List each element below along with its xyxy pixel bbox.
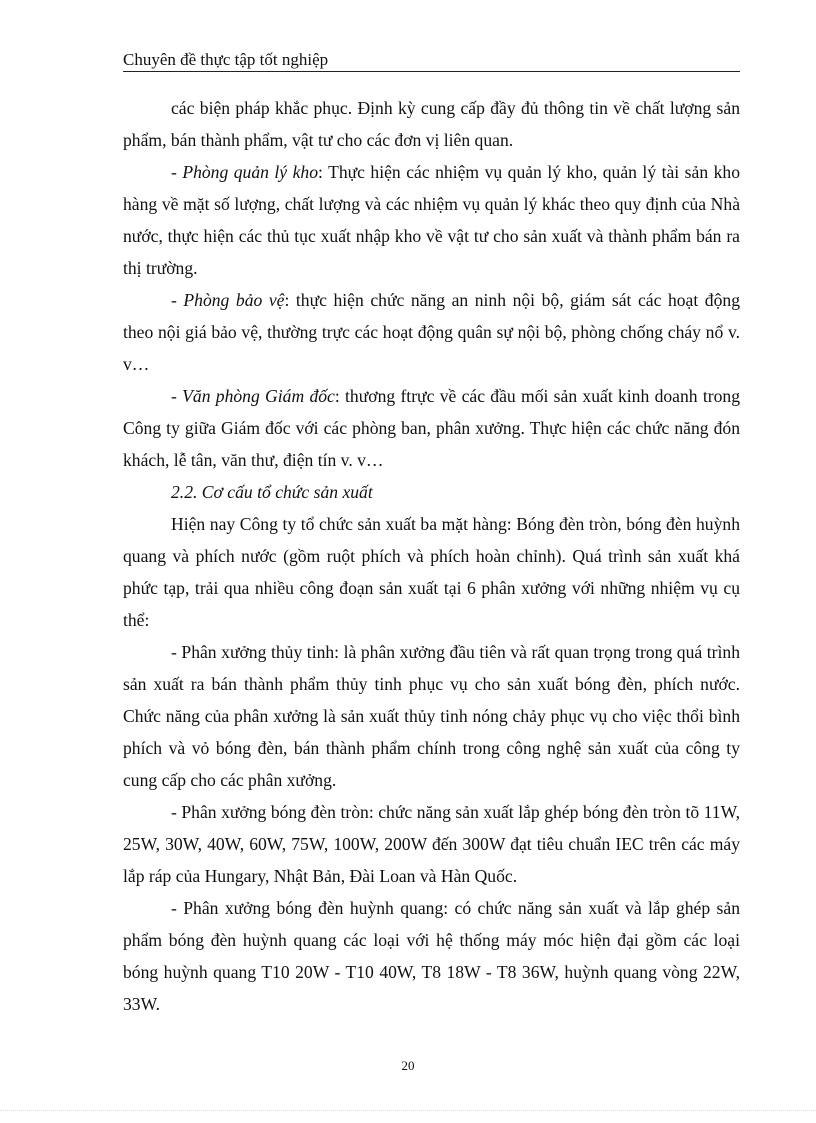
- lead-warehouse: - Phòng quản lý kho: [171, 162, 319, 182]
- lead-security: - Phòng bảo vệ: [171, 290, 285, 310]
- text-warehouse: : Thực hiện các nhiệm vụ quản lý kho, quản lý tài sản kho hàng về mặt số lượng, chất lượng và các nhiệm vụ quản lý khác theo quy định của Nhà nước, thực hiện các thủ tục xuất nhập kho về vật tư cho sản xuất và thành phẩm bán ra thị trường.: [123, 162, 740, 278]
- text-director-office: : thương ftrực về các đầu mối sản xuất kinh doanh trong Công ty giữa Giám đốc với các phòng ban, phân xưởng. Thực hiện các chức năng đón khách, lễ tân, văn thư, điện tín v. v…: [123, 386, 740, 470]
- page-number: 20: [401, 1058, 415, 1073]
- text-security: : thực hiện chức năng an ninh nội bộ, giám sát các hoạt động theo nội giá bảo vệ, thường trực các hoạt động quân sự nội bộ, phòng chống cháy nổ v. v…: [123, 290, 740, 374]
- paragraph-fluorescent-workshop: - Phân xưởng bóng đèn huỳnh quang: có chức năng sản xuất và lắp ghép sản phẩm bóng đèn huỳnh quang các loại với hệ thống máy móc hiện đại gồm các loại bóng huỳnh quang T10 20W - T10 40W, T8 18W - T8 36W, huỳnh quang vòng 22W, 33W.: [123, 898, 740, 1014]
- paragraph-bulb-workshop: - Phân xưởng bóng đèn tròn: chức năng sản xuất lắp ghép bóng đèn tròn tõ 11W, 25W, 30W, 40W, 60W, 75W, 100W, 200W đến 300W đạt tiêu chuẩn IEC trên các máy lắp ráp của Hungary, Nhật Bản, Đài Loan và Hàn Quốc.: [123, 802, 740, 886]
- paragraph-continuation: các biện pháp khắc phục. Định kỳ cung cấp đầy đủ thông tin về chất lượng sản phẩm, bán thành phẩm, vật tư cho các đơn vị liên quan.: [123, 98, 740, 150]
- paragraph-intro: Hiện nay Công ty tổ chức sản xuất ba mặt hàng: Bóng đèn tròn, bóng đèn huỳnh quang và phích nước (gồm ruột phích và phích hoàn chỉnh). Quá trình sản xuất khá phức tạp, trải qua nhiều công đoạn sản xuất tại 6 phân xưởng với những nhiệm vụ cụ thể:: [123, 514, 740, 630]
- section-heading: 2.2. Cơ cấu tổ chức sản xuất: [171, 482, 373, 502]
- paragraph-director-office: [123, 380, 740, 476]
- document-body: [123, 92, 740, 1020]
- page-header: Chuyên đề thực tập tốt nghiệp: [123, 50, 329, 69]
- paragraph-security: [123, 284, 740, 380]
- paragraph-warehouse: [123, 156, 740, 284]
- paragraph-glass-workshop: - Phân xưởng thủy tinh: là phân xưởng đầu tiên và rất quan trọng trong quá trình sản xuất ra bán thành phẩm thủy tinh phục vụ cho sản xuất bóng đèn, phích nước. Chức năng của phân xưởng là sản xuất thủy tinh nóng chảy phục vụ cho việc thổi bình phích và vỏ bóng đèn, bán thành phẩm chính trong công nghệ sản xuất của công ty cung cấp cho các phân xưởng.: [123, 642, 740, 790]
- header-divider: [123, 71, 740, 72]
- lead-director-office: - Văn phòng Giám đốc: [171, 386, 335, 406]
- footer-divider: [0, 1110, 816, 1111]
